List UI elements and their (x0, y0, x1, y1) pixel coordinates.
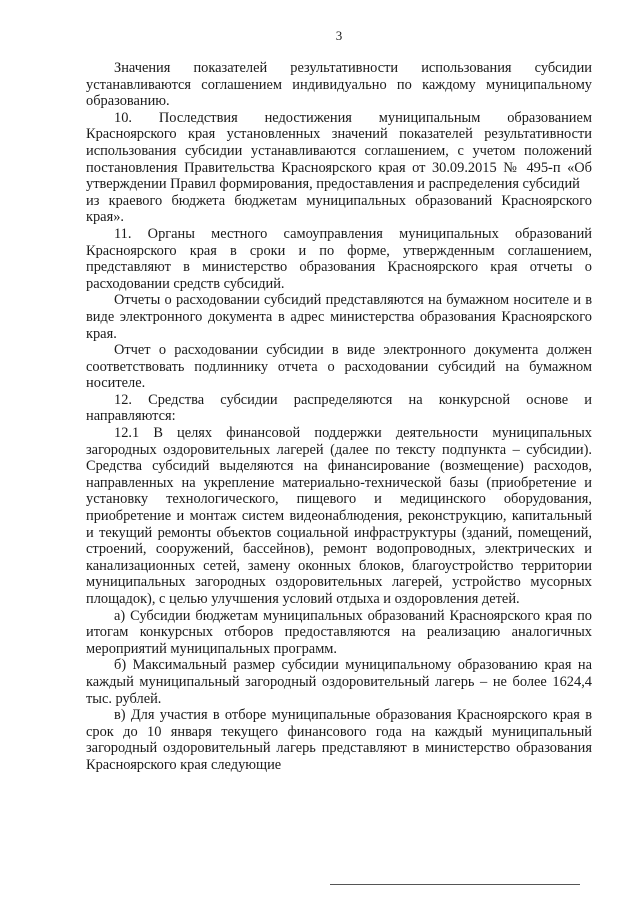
paragraph-v: в) Для участия в отборе муниципальные образования Красноярского края в срок до 10 января текущего финансового года на каждый муниципальный загородный оздоровительный лагерь представляют в министерство образования Красноярского края следующие (86, 707, 592, 773)
paragraph-12-1: 12.1 В целях финансовой поддержки деятельности муниципальных загородных оздоровительных лагерей (далее по тексту подпункта – субсидии). Средства субсидий выделяются на финансирование (возмещение) расходов, направленных на укрепление материально-технической базы (приобретение и установку технологического, пищевого и медицинского оборудования, приобретение и монтаж систем видеонаблюдения, реконструкцию, капитальный и текущий ремонты объектов социальной инфраструктуры (зданий, помещений, строений, сооружений, бассейнов), ремонт водопроводных, электрических и канализационных сетей, замену оконных блоков, благоустройство территории муниципальных загородных оздоровительных лагерей, устройство мусорных площадок), с целью улучшения условий отдыха и оздоровления детей. (86, 425, 592, 607)
paragraph-electronic-report: Отчет о расходовании субсидии в виде электронного документа должен соответствовать подлиннику отчета о расходовании субсидий на бумажном носителе. (86, 342, 592, 392)
paragraph-11: 11. Органы местного самоуправления муниципальных образований Красноярского края в сроки и по форме, утвержденным соглашением, представляют в министерство образования Красноярского края отчеты о расходовании средств субсидий. (86, 225, 592, 292)
paragraph-10-continuation: из краевого бюджета бюджетам муниципальных образований Красноярского края». (86, 192, 592, 226)
document-body (86, 60, 592, 774)
paragraph-10: 10. Последствия недостижения муниципальным образованием Красноярского края установленных значений показателей результативности использования субсидии устанавливаются соглашением, с учетом положений постановления Правительства Красноярского края от 30.09.2015 № 495-п «Об утверждении Правил формирования, предоставления и распределения субсидий (86, 109, 592, 193)
paragraph-12: 12. Средства субсидии распределяются на конкурсной основе и направляются: (86, 391, 592, 425)
paragraph-b: б) Максимальный размер субсидии муниципальному образованию края на каждый муниципальный загородный оздоровительный лагерь – не более 1624,4 тыс. рублей. (86, 657, 592, 707)
paragraph-a: а) Субсидии бюджетам муниципальных образований Красноярского края по итогам конкурсных отборов предоставляются на реализацию аналогичных мероприятий муниципальных программ. (86, 607, 592, 657)
page-number: 3 (335, 28, 343, 43)
paragraph-reports-format: Отчеты о расходовании субсидий представляются на бумажном носителе и в виде электронного документа в адрес министерства образования Красноярского края. (86, 292, 592, 342)
paragraph-results-indicators: Значения показателей результативности использования субсидии устанавливаются соглашением индивидуально по каждому муниципальному образованию. (86, 60, 592, 110)
bottom-divider (330, 884, 580, 885)
